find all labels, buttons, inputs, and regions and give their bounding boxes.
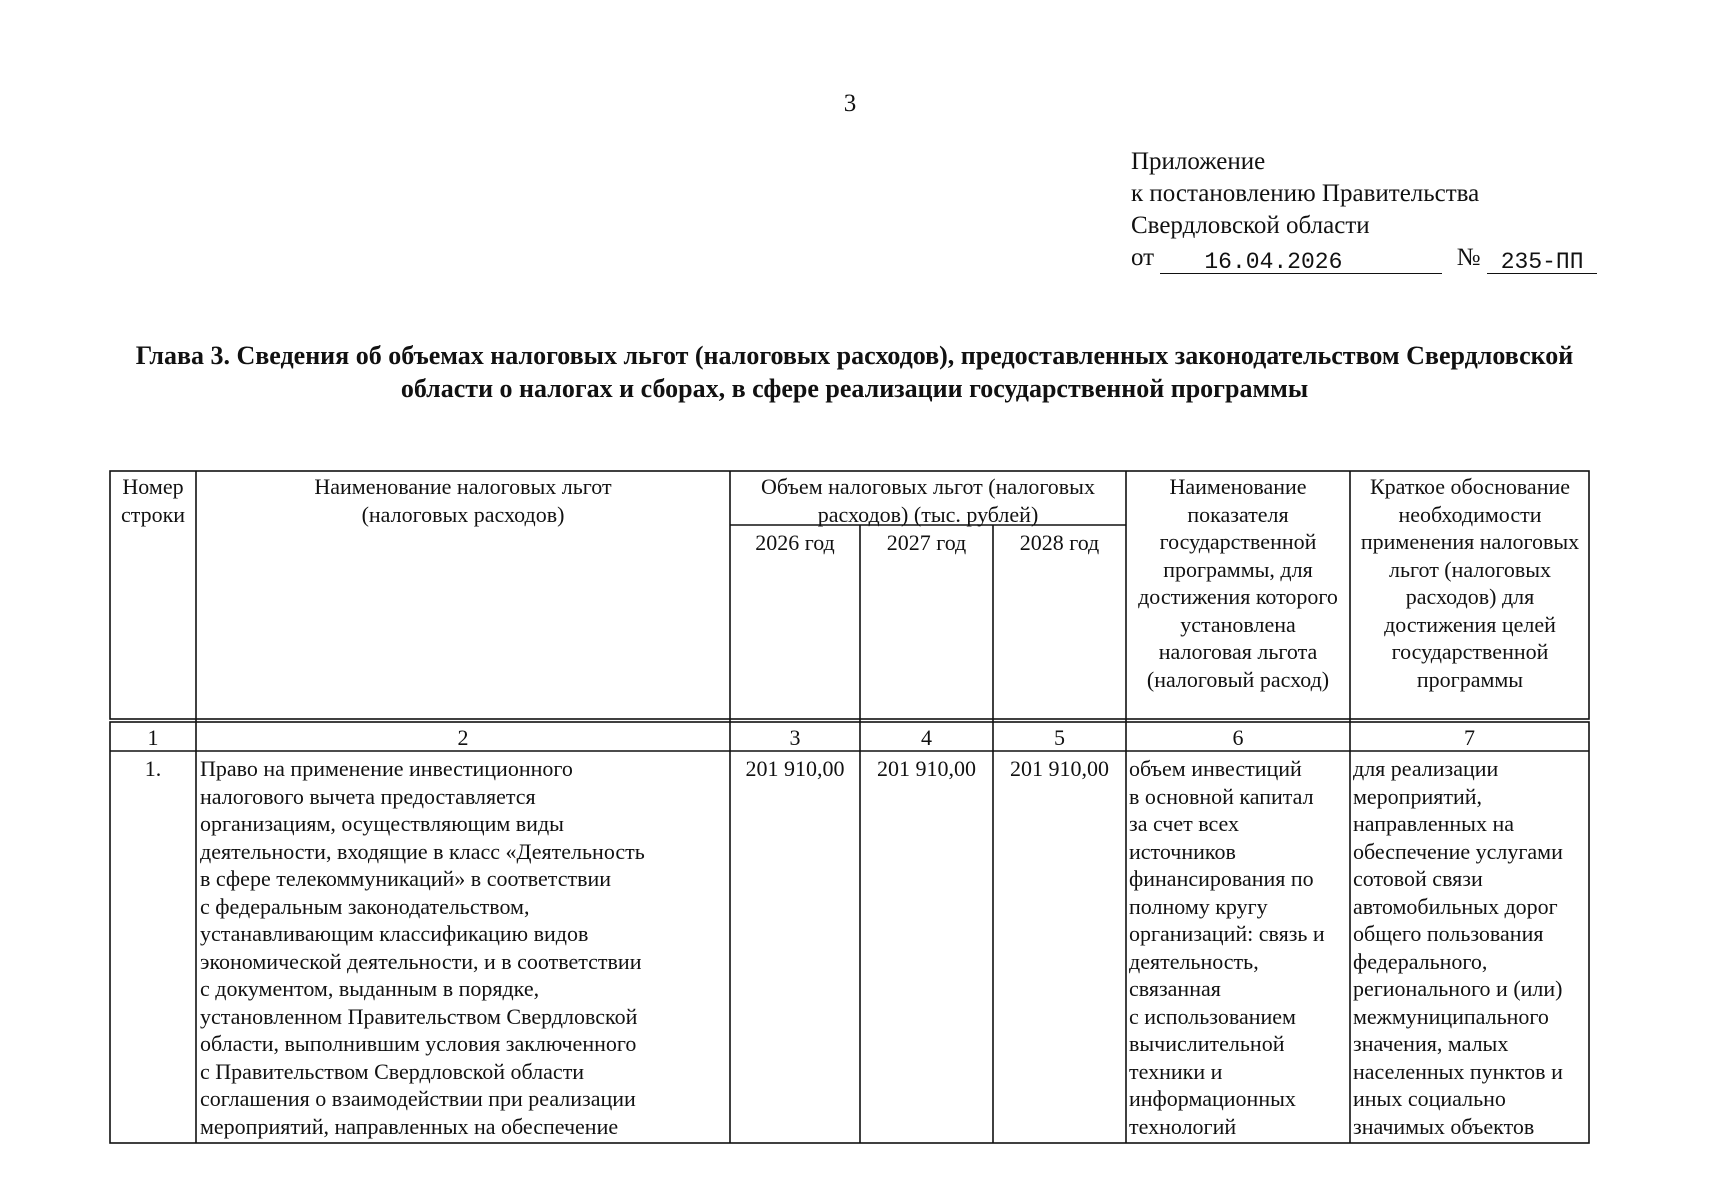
header-justification: Краткое обоснование необходимости применения налоговых льгот (налоговых расходов) для достижения целей государственной программы [1360,474,1580,692]
row-value-2026: 201 910,00 [745,756,845,781]
row-indicator: объем инвестиций в основной капитал за счет всех источников финансирования по полному кругу организаций: связь и деятельность, связанная с использованием вычислительной техники и информационных технологий [1129,756,1325,1139]
chapter-title: Глава 3. Сведения об объемах налоговых льгот (налоговых расходов), предоставленных законодательством Свердловской области о налогах и сборах, в сфере реализации государственной программы [135,341,1574,403]
column-number-1: 1 [147,725,159,750]
row-justification: для реализации мероприятий, направленных на обеспечение услугами сотовой связи автомобильных дорог общего пользования федерального, регионального и (или) межмуниципального значения, малых населенных пунктов и иных социально значимых объектов [1353,756,1563,1139]
number-prefix: № [1456,244,1481,271]
header-year-2027: 2027 год [886,530,967,555]
appendix-block [1131,146,1597,274]
column-number-6: 6 [1232,725,1244,750]
column-number-5: 5 [1054,725,1065,750]
date-prefix: от [1131,244,1155,271]
header-row-number: Номер строки [120,474,186,527]
decree-date: 16.04.2026 [1160,246,1442,274]
header-name: Наименование налоговых льгот (налоговых расходов) [314,474,612,527]
header-year-2026: 2026 год [755,530,835,555]
appendix-line-1: Приложение [1131,148,1266,175]
column-number-2: 2 [457,725,469,750]
column-number-3: 3 [789,725,801,750]
appendix-line-2: к постановлению Правительства [1131,180,1480,207]
row-benefit-name: Право на применение инвестиционного налогового вычета предоставляется организациям, осуществляющим виды деятельности, входящие в класс «Деятельность в сфере телекоммуникаций» в соответствии с федеральным законодательством, устанавливающим классификацию видов экономической деятельности, и в соответствии с документом, выданным в порядке, установленном Правительством Свердловской области, выполнившим условия заключенного с Правительством Свердловской области соглашения о взаимодействии при реализации мероприятий, направленных на обеспечение [200,756,645,1139]
decree-number: 235-ПП [1487,246,1597,274]
header-volume: Объем налоговых льгот (налоговых расходов) (тыс. рублей) [761,474,1095,527]
appendix-line-3: Свердловской области [1131,212,1370,239]
column-number-4: 4 [921,725,932,750]
row-value-2028: 201 910,00 [1010,756,1109,781]
row-number: 1. [144,756,162,781]
page-number: 3 [843,90,857,117]
header-year-2028: 2028 год [1019,530,1100,555]
column-number-7: 7 [1464,725,1475,750]
header-indicator: Наименование показателя государственной программы, для достижения которого установлена налоговая льгота (налоговый расход) [1138,474,1338,692]
row-value-2027: 201 910,00 [877,756,976,781]
appendix-date-line [1131,242,1597,274]
